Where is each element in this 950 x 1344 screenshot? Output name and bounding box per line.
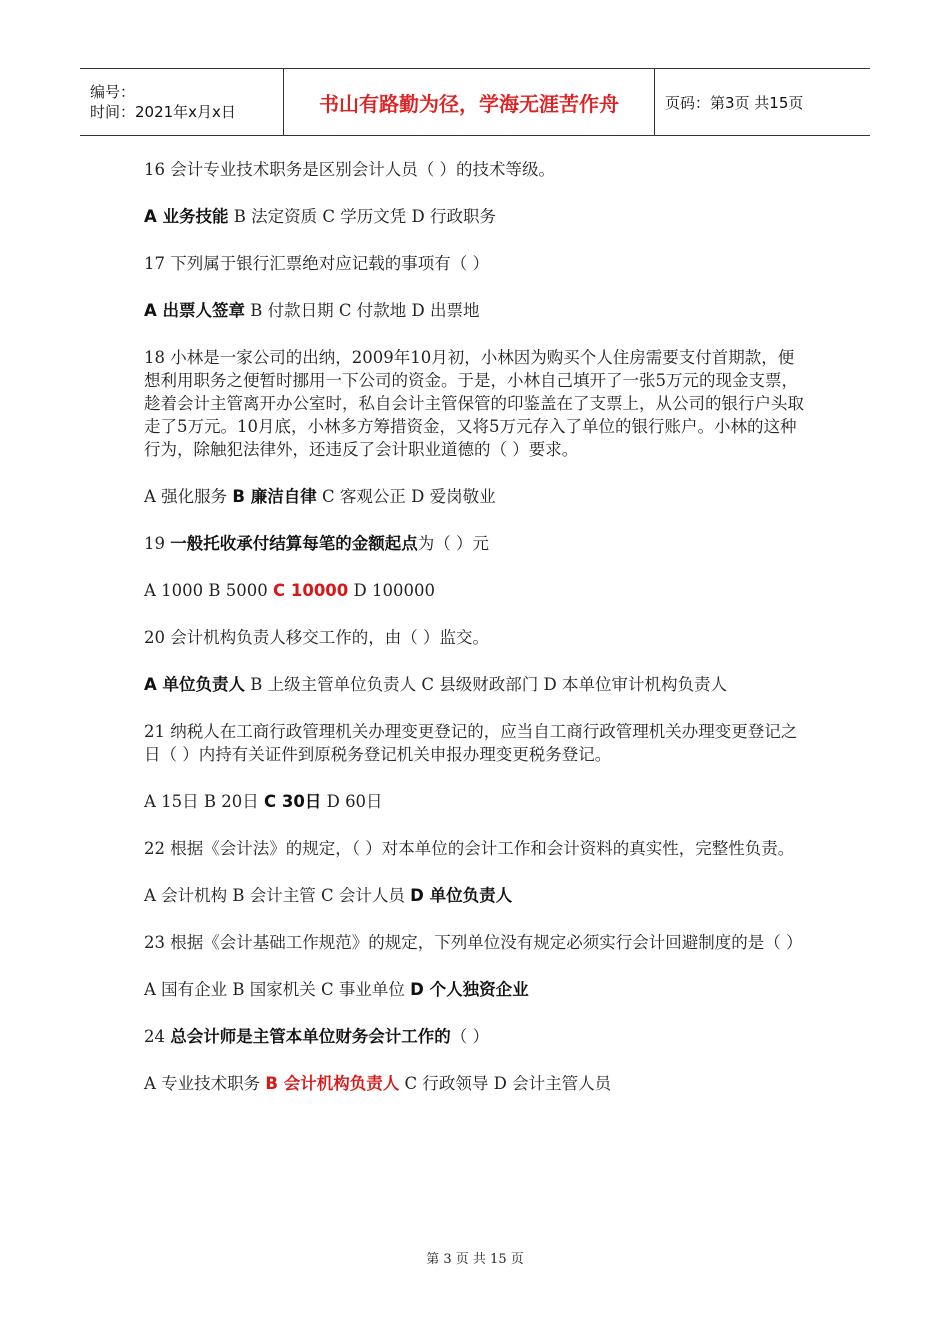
stem-text: 21 纳税人在工商行政管理机关办理变更登记的，应当自工商行政管理机关办理变更登记之日（ ）内持有关证件到原税务登记机关申报办理变更税务登记。 [144,722,798,764]
question-stem-q16 [144,158,810,181]
question-stem-q23 [144,931,810,954]
option-text: B 廉洁自律 [232,487,317,506]
stem-text: 22 根据《会计法》的规定，（ ）对本单位的会计工作和会计资料的真实性，完整性负责。 [144,839,795,858]
stem-text: 20 会计机构负责人移交工作的，由（ ）监交。 [144,628,489,647]
stem-text: 23 根据《会计基础工作规范》的规定，下列单位没有规定必须实行会计回避制度的是（ ） [144,933,803,952]
question-options-q23 [144,978,810,1001]
stem-text: 18 小林是一家公司的出纳，2009年10月初，小林因为购买个人住房需要支付首期款，便想利用职务之便暂时挪用一下公司的资金。于是，小林自己填开了一张5万元的现金支票，趁着会计主管离开办公室时，私自会计主管保管的印鉴盖在了支票上，从公司的银行户头取走了5万元。10月底，小林多方筹措资金，又将5万元存入了单位的银行账户。小林的这种行为，除触犯法律外，还违反了会计职业道德的（ ）要求。 [144,348,804,459]
option-text: A 15日 B 20日 [144,792,265,811]
question-stem-q20 [144,626,810,649]
option-text: A 专业技术职务 [144,1074,266,1093]
stem-text: 16 会计专业技术职务是区别会计人员（ ）的技术等级。 [144,160,555,179]
question-options-q21 [144,790,810,813]
code-label: 编号： [90,83,136,101]
question-stem-q21 [144,720,810,766]
question-options-q19 [144,579,810,602]
option-text: A 会计机构 B 会计主管 C 会计人员 [144,886,411,905]
question-stem-q24 [144,1025,810,1048]
stem-text: 17 下列属于银行汇票绝对应记载的事项有（ ） [144,254,489,273]
question-stem-q17 [144,252,810,275]
option-text: A 业务技能 [144,207,229,226]
header-meta [80,69,283,135]
option-text: C 行政领导 D 会计主管人员 [399,1074,612,1093]
option-text: A 1000 B 5000 [144,581,274,600]
option-text: B 付款日期 C 付款地 D 出票地 [245,301,480,320]
stem-text: 为（ ）元 [417,534,489,553]
question-list [144,158,810,1119]
option-text: C 30日 [264,792,322,811]
question-options-q17 [144,299,810,322]
question-stem-q19 [144,532,810,555]
option-text: B 法定资质 C 学历文凭 D 行政职务 [228,207,496,226]
option-text: B 会计机构负责人 [265,1074,400,1093]
question-stem-q22 [144,837,810,860]
option-text: A 国有企业 B 国家机关 C 事业单位 [144,980,411,999]
stem-text: 19 [144,534,171,553]
page-footer: 第 3 页 共 15 页 [426,1252,524,1267]
option-text: D 个人独资企业 [410,980,529,999]
question-options-q18 [144,485,810,508]
option-text: C 客观公正 D 爱岗敬业 [316,487,496,506]
stem-text: 总会计师是主管本单位财务会计工作的 [170,1027,451,1046]
option-text: C 10000 [273,581,349,600]
question-options-q22 [144,884,810,907]
question-options-q20 [144,673,810,696]
option-text: A 单位负责人 [144,675,246,694]
option-text: D 100000 [348,581,435,600]
question-stem-q18 [144,346,810,461]
header-motto: 书山有路勤为径，学海无涯苦作舟 [283,69,655,135]
question-options-q16 [144,205,810,228]
option-text: D 60日 [321,792,383,811]
question-options-q24 [144,1072,810,1095]
time-label: 时间：2021年x月x日 [90,103,236,121]
stem-text: 24 [144,1027,171,1046]
stem-text: （ ） [450,1027,489,1046]
option-text: B 上级主管单位负责人 C 县级财政部门 D 本单位审计机构负责人 [245,675,727,694]
option-text: A 强化服务 [144,487,233,506]
page-header [80,68,870,136]
header-page-info: 页码：第3页 共15页 [665,93,804,112]
option-text: D 单位负责人 [410,886,513,905]
option-text: A 出票人签章 [144,301,246,320]
stem-text: 一般托收承付结算每笔的金额起点 [170,534,418,553]
